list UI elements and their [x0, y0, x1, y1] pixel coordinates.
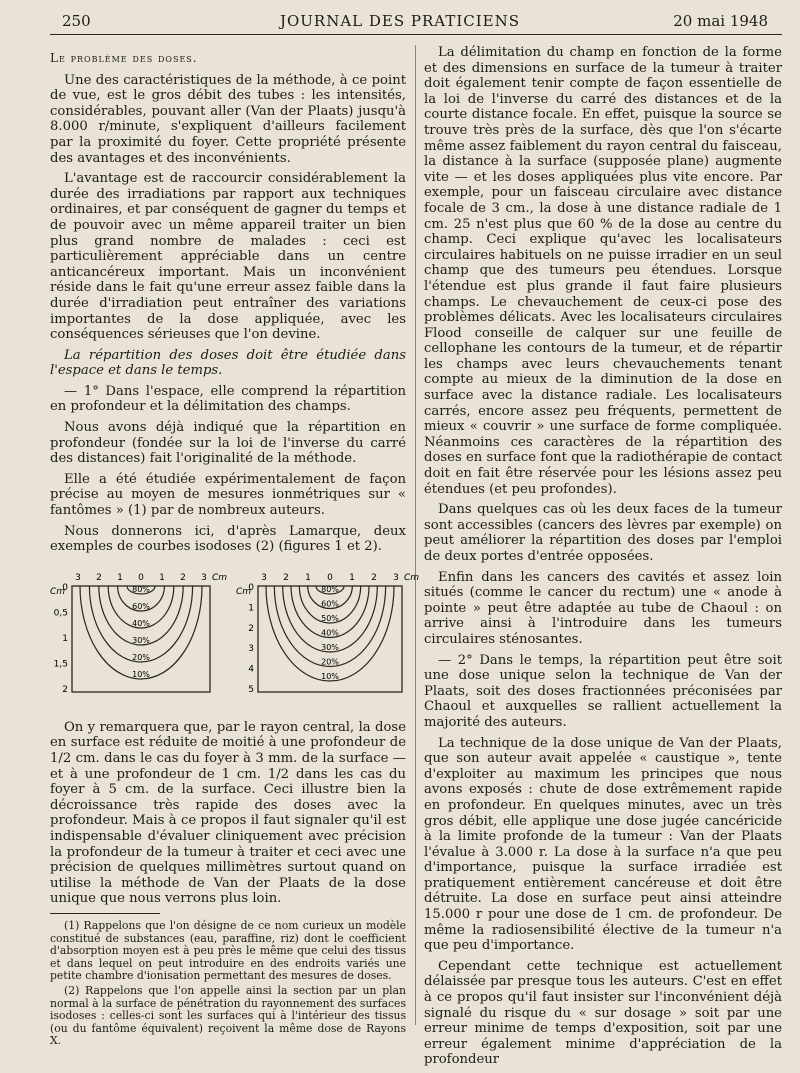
y-tick-label: 5: [248, 684, 254, 695]
paragraph: La technique de la dose unique de Van der Plaats, que son auteur avait appelée « caustique », tente d'exploiter au maximum les principes que nous avons exposés : chute de dose extrêmement rapide en profondeur. En quelques minutes, avec un très gros débit, elle applique une dose jugée cancéricide à la limite profonde de la tumeur : Van der Plaats l'évalue à 3.000 r. La dose à la surface n'a que peu d'importance, puisque la surface irradiée est pratiquement entièrement cancéreuse et doit être détruite. La dose en surface peut ainsi atteindre 15.000 r pour une dose de 1 cm. de profondeur. De même la radiosensibilité élective de la tumeur n'a que peu d'importance.: [424, 735, 782, 954]
x-tick-label: 0: [138, 572, 144, 583]
y-tick-label: 2: [62, 684, 68, 695]
paragraph: Une des caractéristiques de la méthode, à ce point de vue, est le gros débit des tubes : les intensités, considérables, pouvant aller (Van der Plaats) jusqu'à 8.000 r/minute, s'expliquent d'ailleurs facilement par la proximité du foyer. Cette propriété présente des avantages et des inconvénients.: [50, 72, 406, 166]
y-tick-label: 0,5: [53, 608, 68, 619]
isodose-figures: [50, 570, 420, 700]
x-tick-label: 2: [180, 572, 186, 583]
figure-2-isodose: [236, 573, 419, 695]
paragraph: Nous donnerons ici, d'après Lamarque, deux exemples de courbes isodoses (2) (figures 1 et 2).: [50, 523, 406, 555]
isodose-label: 10%: [132, 669, 150, 679]
header-rule: [50, 34, 782, 35]
isodose-label: 30%: [321, 642, 339, 652]
paragraph: L'avantage est de raccourcir considérablement la durée des irradiations par rapport aux techniques ordinaires, et par conséquent de gagner du temps et de pouvoir avec un même appareil traiter un bien plus grand nombre de malades : ceci est particulièrement appréciable dans un centre anticancéreux important. Mais un inconvénient réside dans le fait qu'une erreur assez faible dans la durée d'irradiation peut entraîner des variations importantes de la dose appliquée, avec les conséquences sérieuses que l'on devine.: [50, 171, 406, 343]
y-tick-label: 4: [248, 664, 254, 675]
x-tick-label: 1: [117, 572, 123, 583]
y-tick-label: 0: [248, 582, 254, 593]
isodose-curve: [80, 586, 202, 679]
x-tick-label: 3: [261, 572, 267, 583]
y-tick-label: 2: [248, 623, 254, 634]
x-tick-label: 3: [201, 572, 207, 583]
isodose-curve: [274, 586, 385, 667]
x-tick-label: 0: [327, 572, 333, 583]
paragraph: — 1° Dans l'espace, elle comprend la répartition en profondeur et la délimitation des champs.: [50, 383, 406, 415]
x-tick-label: 3: [75, 572, 81, 583]
isodose-label: 60%: [321, 599, 339, 609]
left-column: [50, 45, 420, 1050]
x-unit-label: Cm: [212, 572, 228, 583]
issue-date: 20 mai 1948: [673, 12, 768, 30]
isodose-label: 80%: [132, 584, 150, 594]
paragraph: Enfin dans les cancers des cavités et assez loin situés (comme le cancer du rectum) une « anode à pointe » peut être adaptée au tube de Chaoul : on arrive ainsi à l'introduire dans les tumeurs circulaires sténosantes.: [424, 569, 782, 647]
y-unit-label: Cm: [50, 586, 66, 597]
isodose-label: 10%: [321, 671, 339, 681]
paragraph: Cependant cette technique est actuellement délaissée par presque tous les auteurs. C'est en effet à ce propos qu'il faut insister sur l'inconvénient déjà signalé du risque du « sur dosage » soit par une erreur minime de temps d'exposition, soit par une erreur également minime d'appréciation de la profondeur: [424, 958, 782, 1068]
column-separator: [415, 45, 416, 1025]
isodose-label: 50%: [321, 613, 339, 623]
y-tick-label: 1: [248, 603, 254, 614]
paragraph: Dans quelques cas où les deux faces de la tumeur sont accessibles (cancers des lèvres par exemple) on peut améliorer la répartition des doses par l'emploi de deux portes d'entrée opposées.: [424, 502, 782, 564]
x-tick-label: 2: [371, 572, 377, 583]
section-heading: Le problème des doses.: [50, 51, 198, 65]
paragraph: La répartition des doses doit être étudiée dans l'espace et dans le temps.: [50, 347, 406, 379]
y-tick-label: 1,5: [53, 659, 68, 670]
isodose-label: 40%: [321, 628, 339, 638]
y-tick-label: 3: [248, 644, 254, 655]
journal-title: JOURNAL DES PRATICIENS: [279, 12, 521, 30]
paragraph: Nous avons déjà indiqué que la répartition en profondeur (fondée sur la loi de l'inverse du carré des distances) fait l'originalité de la méthode.: [50, 420, 406, 467]
isodose-label: 60%: [132, 601, 150, 611]
page-number: 250: [62, 12, 91, 30]
isodose-label: 40%: [132, 618, 150, 628]
x-tick-label: 3: [393, 572, 399, 583]
isodose-label: 20%: [321, 657, 339, 667]
x-tick-label: 2: [283, 572, 289, 583]
isodose-label: 20%: [132, 652, 150, 662]
paragraph: — 2° Dans le temps, la répartition peut être soit une dose unique selon la technique de Van der Plaats, soit des doses fractionnées préconisées par Chaoul et auxquelles se rallient actuellement la majorité des auteurs.: [424, 652, 782, 730]
x-tick-label: 2: [96, 572, 102, 583]
footnote-rule: [50, 913, 160, 914]
y-unit-label: Cm: [236, 586, 252, 597]
figure-1-isodose: [50, 573, 227, 695]
x-tick-label: 1: [159, 572, 165, 583]
isodose-label: 80%: [321, 584, 339, 594]
paragraph: La délimitation du champ en fonction de la forme et des dimensions en surface de la tumeur à traiter doit également tenir compte de façon essentielle de la loi de l'inverse du carré des distances et de la courte distance focale. En effet, puisque la source se trouve très près de la surface, dès que l'on s'écarte même assez faiblement du rayon central du faisceau, la distance à la surface (supposée plane) augmente vite — et les doses appliquées plus vite encore. Par exemple, pour un faisceau circulaire avec distance focale de 3 cm., la dose à une distance radiale de 1 cm. 25 n'est plus que 60 % de la dose au centre du champ. Ceci explique qu'avec les localisateurs circulaires habituels on ne puisse irradier en un seul champ que des tumeurs peu étendues. Lorsque l'étendue est plus grande il faut faire plusieurs champs. Le chevauchement de ceux-ci pose des problèmes délicats. Avec les localisateurs circulaires Flood conseille de calquer sur une feuille de cellophane les contours de la tumeur, et de répartir les champs avec leurs chevauchements tenant compte au mieux de la diminution de la dose en surface avec la distance radiale. Les localisateurs carrés, encore assez peu fréquents, permettent de mieux « couvrir » une surface de forme compliquée. Néanmoins ces caractères de la répartition des doses en surface font que la radiothérapie de contact doit en fait être réservée pour les lésions assez peu étendues (et peu profondes).: [424, 45, 782, 497]
isodose-label: 30%: [132, 635, 150, 645]
footnote-1: (1) Rappelons que l'on désigne de ce nom curieux un modèle constitué de substances (eau, paraffine, riz) dont le coefficient d'absorption moyen est à peu près le même que celui des tissus et dans lequel on peut introduire en des endroits variés une petite chambre d'ionisation permettant des mesures de doses.: [50, 918, 406, 983]
x-unit-label: Cm: [404, 572, 420, 583]
right-column: [424, 45, 782, 1073]
x-tick-label: 1: [305, 572, 311, 583]
paragraph: On y remarquera que, par le rayon central, la dose en surface est réduite de moitié à une profondeur de 1/2 cm. dans le cas du foyer à 3 mm. de la surface — et à une profondeur de 1 cm. 1/2 dans les cas du foyer à 5 cm. de la surface. Ceci illustre bien la décroissance très rapide des doses avec la profondeur. Mais à ce propos il faut signaler qu'il est indispensable d'évaluer cliniquement avec précision la profondeur de la tumeur à traiter et ceci avec une précision de quelques millimètres surtout quand on utilise la méthode de Van der Plaats de la dose unique que nous verrons plus loin.: [50, 719, 406, 907]
footnote-2: (2) Rappelons que l'on appelle ainsi la section par un plan normal à la surface de pénétration du rayonnement des surfaces isodoses : celles-ci sont les surfaces qui à l'intérieur des tissus (ou du fantôme équivalent) reçoivent la même dose de Rayons X.: [50, 983, 406, 1048]
y-tick-label: 1: [62, 633, 68, 644]
x-tick-label: 1: [349, 572, 355, 583]
paragraph: Elle a été étudiée expérimentalement de façon précise au moyen de mesures ionmétriques sur « fantômes » (1) par de nombreux auteurs.: [50, 471, 406, 519]
y-tick-label: 0: [62, 582, 68, 593]
